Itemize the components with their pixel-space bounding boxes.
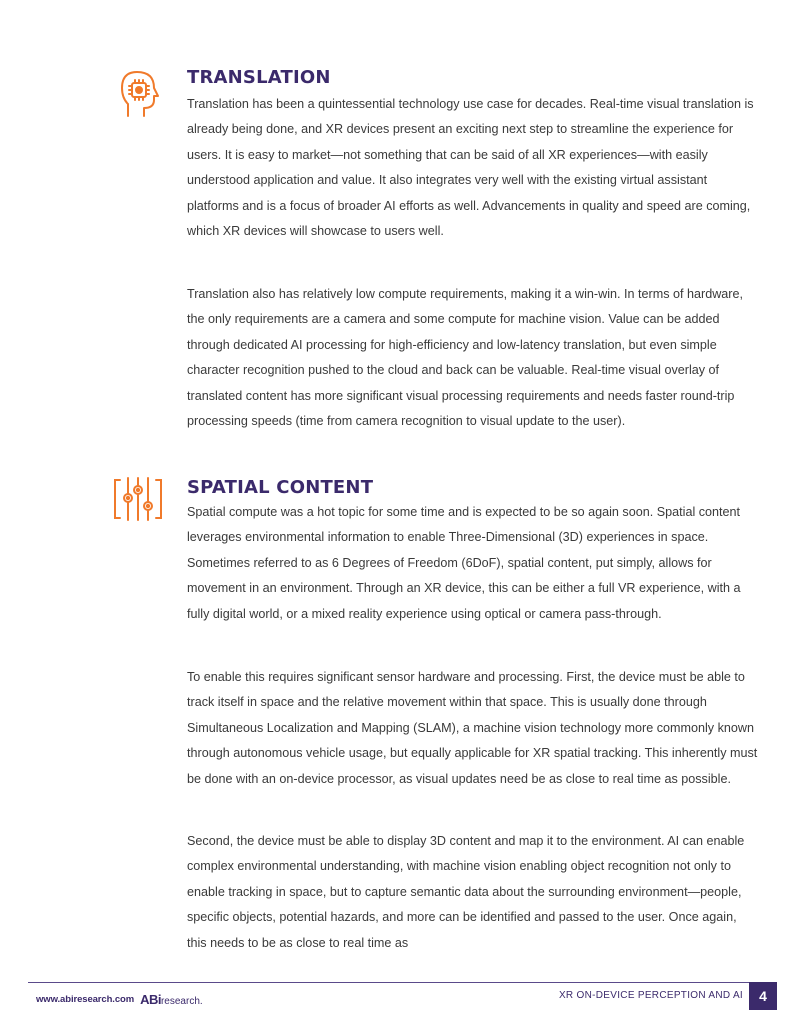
paragraph-spatial-2: To enable this requires significant sensor hardware and processing. First, the device must be able to track itself in space and the relative movement within that space. This is usually done through Simultaneous Localization and Mapping (SLAM), a machine vision technology more commonly known through autonomous vehicle usage, but equally applicable for XR spatial tracking. This inherently must be done with an on-device processor, as visual updates need be as close to real time as possible. [187,670,758,786]
paragraph-translation-2: Translation also has relatively low compute requirements, making it a win-win. In terms of hardware, the only requirements are a camera and some compute for machine vision. Value can be added through dedicated AI processing for high-efficiency and low-latency translation, but even simple character recognition pushed to the cloud and back can be valuable. Real-time visual overlay of translated content has more significant visual processing requirements and needs faster round-trip processing speeds (time from camera recognition to visual update to the user). [187,287,743,429]
logo-mark: ABi [140,992,161,1007]
ai-head-icon [110,66,166,122]
paragraph-spatial-1: Spatial compute was a hot topic for some time and is expected to be so again soon. Spatial content leverages environmental information to enable Three-Dimensional (3D) experiences in space. Sometimes referred to as 6 Degrees of Freedom (6DoF), spatial content, put simply, allows for movement in an environment. Through an XR device, this can be either a full VR experience, with a fully digital world, or a mixed reality experience using optical or camera pass-through. [187,505,741,621]
abi-logo [140,992,203,1007]
footer-divider [28,982,763,983]
footer-url[interactable]: www.abiresearch.com [36,994,135,1005]
sliders-icon [110,470,166,526]
page-number: 4 [749,982,777,1010]
section-title-spatial-content: SPATIAL CONTENT [187,477,374,498]
paragraph-spatial-3: Second, the device must be able to display 3D content and map it to the environment. AI can enable complex environmental understanding, with machine vision enabling object recognition not only to enable tracking in space, but to capture semantic data about the surrounding environment—people, specific objects, potential hazards, and more can be identified and passed to the user. Once again, this needs to be as close to real time as [187,834,745,950]
footer-brand [36,992,203,1007]
section-title-translation: TRANSLATION [187,67,331,88]
paragraph-translation-1: Translation has been a quintessential technology use case for decades. Real-time visual translation is already being done, and XR devices present an exciting next step to streamline the experience for users. It is easy to market—not something that can be said of all XR experiences—with easily understood application and value. It also integrates very well with the existing virtual assistant platforms and is a focus of broader AI efforts as well. Advancements in quality and speed are coming, which XR devices will showcase to users well. [187,97,754,239]
footer-doc-title: XR ON-DEVICE PERCEPTION AND AI [558,990,743,1001]
logo-word: research. [160,996,203,1007]
